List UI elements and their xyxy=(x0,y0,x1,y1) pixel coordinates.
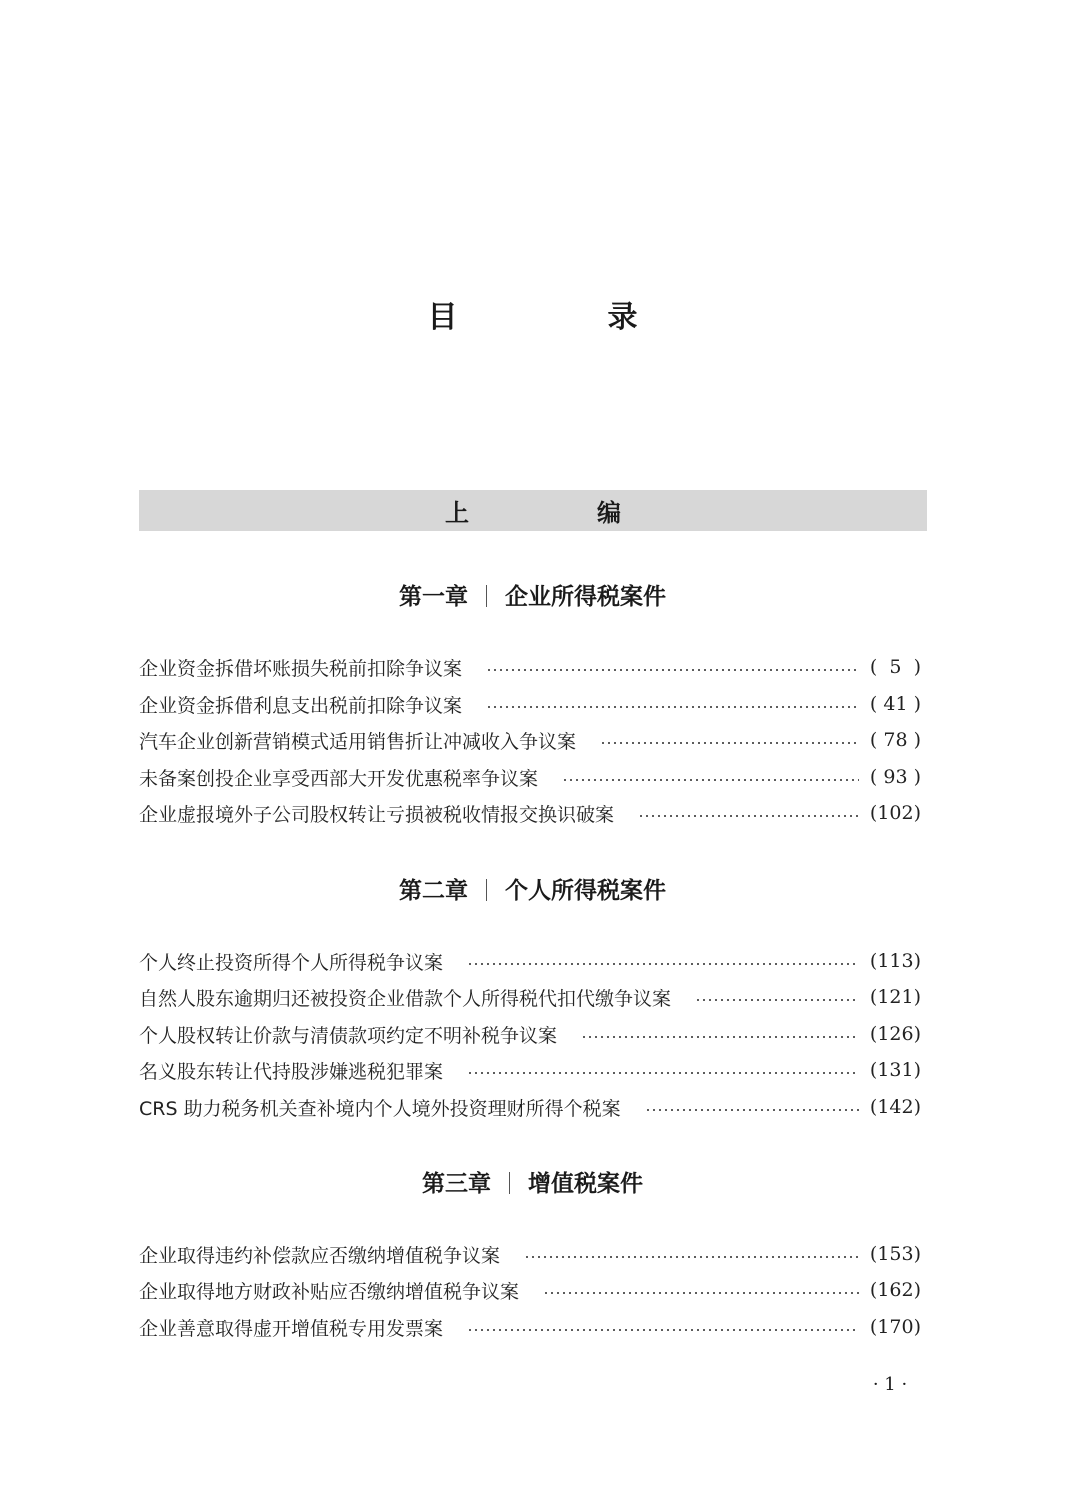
dot-leader xyxy=(645,1109,859,1111)
toc-entry[interactable] xyxy=(139,724,921,756)
toc-entry-title: 企业取得地方财政补贴应否缴纳增值税争议案 xyxy=(139,1280,520,1303)
dot-leader xyxy=(486,706,859,708)
toc-entry-title: 企业资金拆借利息支出税前扣除争议案 xyxy=(139,694,463,717)
toc-entry[interactable] xyxy=(139,1274,921,1306)
chapter-number: 第一章 xyxy=(399,583,468,610)
chapter-heading-2 xyxy=(0,872,1065,905)
dot-leader xyxy=(467,963,859,965)
toc-entry[interactable] xyxy=(139,981,921,1013)
part-banner xyxy=(139,490,927,531)
toc-entry[interactable] xyxy=(139,1091,921,1123)
toc-entry[interactable] xyxy=(139,1054,921,1086)
toc-entry-title: 企业资金拆借坏账损失税前扣除争议案 xyxy=(139,657,463,680)
toc-entry-page: (126) xyxy=(869,1023,921,1045)
chapter-title: 增值税案件 xyxy=(528,1170,643,1197)
page-title: 目 录 xyxy=(427,300,698,335)
chapter-separator xyxy=(486,585,487,607)
toc-entry-page: (170) xyxy=(869,1316,921,1338)
toc-entry-title: 个人股权转让价款与清债款项约定不明补税争议案 xyxy=(139,1024,558,1047)
dot-leader xyxy=(581,1036,859,1038)
toc-entry-title: 汽车企业创新营销模式适用销售折让冲减收入争议案 xyxy=(139,730,577,753)
dot-leader xyxy=(467,1329,859,1331)
chapter-title: 企业所得税案件 xyxy=(505,583,666,610)
toc-entry[interactable] xyxy=(139,945,921,977)
toc-entry-page: (142) xyxy=(869,1096,921,1118)
toc-entry[interactable] xyxy=(139,797,921,829)
dot-leader xyxy=(467,1072,859,1074)
chapter-heading-1 xyxy=(0,578,1065,611)
toc-entry-title: 企业善意取得虚开增值税专用发票案 xyxy=(139,1317,444,1340)
toc-entry-page: ( 93 ) xyxy=(869,766,921,788)
toc-entry-page: ( 5 ) xyxy=(869,656,921,678)
toc-entry-page: ( 78 ) xyxy=(869,729,921,751)
chapter-heading-3 xyxy=(0,1165,1065,1198)
toc-entry-title: CRS 助力税务机关查补境内个人境外投资理财所得个税案 xyxy=(139,1097,621,1120)
toc-entry[interactable] xyxy=(139,1018,921,1050)
chapter-title: 个人所得税案件 xyxy=(505,877,666,904)
toc-entry-page: (113) xyxy=(869,950,921,972)
dot-leader xyxy=(695,999,859,1001)
toc-entry-title: 企业取得违约补偿款应否缴纳增值税争议案 xyxy=(139,1244,501,1267)
dot-leader xyxy=(562,779,859,781)
toc-entry[interactable] xyxy=(139,688,921,720)
page-number: · 1 · xyxy=(872,1374,908,1395)
toc-entry-title: 未备案创投企业享受西部大开发优惠税率争议案 xyxy=(139,767,539,790)
toc-entry-page: (153) xyxy=(869,1243,921,1265)
chapter-number: 第三章 xyxy=(422,1170,491,1197)
chapter-separator xyxy=(509,1172,510,1194)
part-label: 上 编 xyxy=(445,498,673,527)
toc-entry-title: 自然人股东逾期归还被投资企业借款个人所得税代扣代缴争议案 xyxy=(139,987,672,1010)
toc-entry[interactable] xyxy=(139,1311,921,1343)
toc-entry-title: 名义股东转让代持股涉嫌逃税犯罪案 xyxy=(139,1060,444,1083)
chapter-number: 第二章 xyxy=(399,877,468,904)
toc-entry-page: (121) xyxy=(869,986,921,1008)
toc-entry[interactable] xyxy=(139,1238,921,1270)
dot-leader xyxy=(638,815,859,817)
dot-leader xyxy=(543,1292,859,1294)
toc-entry-page: (102) xyxy=(869,802,921,824)
dot-leader xyxy=(524,1256,859,1258)
toc-entry-title: 企业虚报境外子公司股权转让亏损被税收情报交换识破案 xyxy=(139,803,615,826)
toc-entry[interactable] xyxy=(139,761,921,793)
toc-entry-title: 个人终止投资所得个人所得税争议案 xyxy=(139,951,444,974)
dot-leader xyxy=(486,669,859,671)
dot-leader xyxy=(600,742,859,744)
toc-entry[interactable] xyxy=(139,651,921,683)
toc-entry-page: (162) xyxy=(869,1279,921,1301)
toc-entry-page: (131) xyxy=(869,1059,921,1081)
chapter-separator xyxy=(486,879,487,901)
toc-entry-page: ( 41 ) xyxy=(869,693,921,715)
